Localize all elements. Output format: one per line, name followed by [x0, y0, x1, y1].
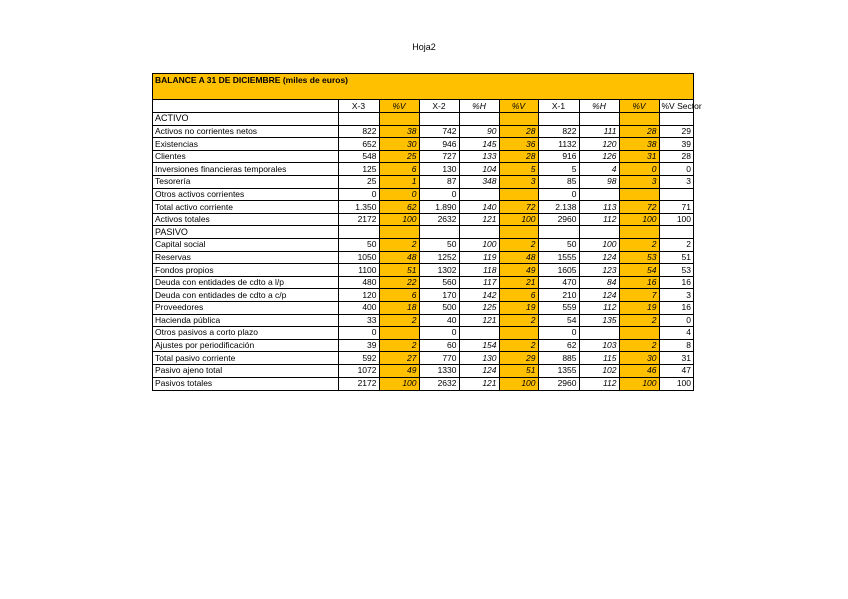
table-cell: 5	[499, 163, 538, 176]
table-cell: 4	[686, 327, 691, 338]
table-cell: 111	[579, 125, 619, 138]
table-cell: 102	[579, 364, 619, 377]
table-cell: 72	[499, 201, 538, 214]
table-row	[153, 327, 693, 340]
table-cell: 124	[579, 289, 619, 302]
table-cell: 7	[619, 289, 659, 302]
table-row	[153, 289, 693, 302]
table-cell: 100	[379, 377, 419, 390]
table-cell: 2960	[538, 213, 579, 226]
table-cell: 1252	[419, 251, 459, 264]
table-cell: 135	[579, 314, 619, 327]
section-row	[153, 226, 693, 239]
table-row	[153, 251, 693, 264]
row-label: Total pasivo corriente	[153, 352, 338, 365]
header-row	[153, 100, 693, 113]
table-cell	[379, 327, 419, 340]
column-header: %V	[619, 100, 659, 113]
table-cell: 2632	[419, 213, 459, 226]
table-cell: 0	[538, 188, 579, 201]
table-cell: 0	[419, 188, 459, 201]
table-cell: 33	[338, 314, 379, 327]
table-row	[153, 138, 693, 151]
table-cell: 2	[379, 239, 419, 252]
table-cell: 100	[379, 213, 419, 226]
row-label: Existencias	[153, 138, 338, 151]
table-cell: 3	[686, 289, 691, 300]
table-cell: 170	[419, 289, 459, 302]
table-cell: 100	[579, 239, 619, 252]
row-label: Ajustes por periodificación	[153, 339, 338, 352]
table-row	[153, 163, 693, 176]
table-cell: 130	[459, 352, 499, 365]
table-cell: 126	[579, 150, 619, 163]
table-row	[153, 264, 693, 277]
table-cell: 0	[538, 327, 579, 340]
section-row	[153, 113, 693, 126]
table-row	[153, 201, 693, 214]
table-cell: 2960	[538, 377, 579, 390]
empty-cell	[499, 113, 538, 126]
table-cell: 100	[459, 239, 499, 252]
table-cell: 1132	[538, 138, 579, 151]
table-cell: 60	[419, 339, 459, 352]
table-cell: 3	[499, 176, 538, 189]
empty-cell	[419, 226, 459, 239]
table-cell: 100	[619, 213, 659, 226]
empty-cell	[419, 113, 459, 126]
table-cell: 19	[499, 302, 538, 315]
table-cell: 49	[499, 264, 538, 277]
table-cell: 548	[338, 150, 379, 163]
table-cell: 31	[681, 352, 691, 363]
table-cell: 6	[379, 163, 419, 176]
table-cell: 559	[538, 302, 579, 315]
table-cell: 2	[499, 339, 538, 352]
table-cell	[499, 188, 538, 201]
row-label: Activos totales	[153, 213, 338, 226]
table-cell: 0	[686, 163, 691, 174]
table-cell: 49	[379, 364, 419, 377]
table-cell: 28	[619, 125, 659, 138]
table-cell: 916	[538, 150, 579, 163]
table-cell: 2	[619, 239, 659, 252]
table-cell: 39	[681, 138, 691, 149]
table-cell: 470	[538, 276, 579, 289]
table-cell: 62	[538, 339, 579, 352]
column-header: %V	[499, 100, 538, 113]
table-cell: 1302	[419, 264, 459, 277]
table-cell: 125	[338, 163, 379, 176]
column-header: %V	[379, 100, 419, 113]
table-cell: 100	[676, 378, 691, 389]
table-cell: 100	[499, 213, 538, 226]
table-cell: 0	[338, 327, 379, 340]
table-cell: 2	[379, 339, 419, 352]
table-cell: 100	[619, 377, 659, 390]
table-cell: 652	[338, 138, 379, 151]
table-cell: 2	[499, 239, 538, 252]
table-cell: 38	[379, 125, 419, 138]
table-cell: 145	[459, 138, 499, 151]
empty-cell	[338, 113, 379, 126]
table-cell	[579, 188, 619, 201]
column-header	[153, 100, 338, 113]
section-label: PASIVO	[153, 226, 338, 239]
column-header: %H	[579, 100, 619, 113]
table-cell: 4	[579, 163, 619, 176]
table-cell: 742	[419, 125, 459, 138]
table-cell: 2	[619, 339, 659, 352]
table-cell: 62	[379, 201, 419, 214]
table-cell: 2	[686, 239, 691, 250]
table-cell: 3	[686, 176, 691, 187]
table-cell: 8	[686, 340, 691, 351]
row-label: Clientes	[153, 150, 338, 163]
row-label: Proveedores	[153, 302, 338, 315]
table-cell: 3	[619, 176, 659, 189]
table-cell: 54	[619, 264, 659, 277]
table-cell: 28	[681, 151, 691, 162]
table-cell: 2172	[338, 213, 379, 226]
table-row	[153, 276, 693, 289]
table-row	[153, 352, 693, 365]
table-cell: 87	[419, 176, 459, 189]
table-cell: 121	[459, 377, 499, 390]
table-cell: 121	[459, 314, 499, 327]
empty-cell	[619, 113, 659, 126]
table-cell: 18	[379, 302, 419, 315]
table-cell: 51	[499, 364, 538, 377]
row-label: Pasivos totales	[153, 377, 338, 390]
table-cell: 48	[499, 251, 538, 264]
table-cell: 100	[676, 214, 691, 225]
table-cell: 47	[681, 365, 691, 376]
table-cell: 1100	[338, 264, 379, 277]
table-cell: 48	[379, 251, 419, 264]
row-label: Hacienda pública	[153, 314, 338, 327]
table-cell: 130	[419, 163, 459, 176]
table-cell	[659, 188, 693, 201]
table-cell: 121	[459, 213, 499, 226]
table-cell: 28	[499, 125, 538, 138]
table-cell: 1	[379, 176, 419, 189]
column-header: %V Sector	[661, 100, 702, 111]
table-cell	[579, 327, 619, 340]
table-cell: 53	[681, 264, 691, 275]
row-label: Activos no corrientes netos	[153, 125, 338, 138]
table-cell: 5	[538, 163, 579, 176]
row-label: Pasivo ajeno total	[153, 364, 338, 377]
table-cell: 71	[681, 201, 691, 212]
table-cell: 40	[419, 314, 459, 327]
table-cell: 946	[419, 138, 459, 151]
table-cell: 2	[619, 314, 659, 327]
table-cell: 19	[619, 302, 659, 315]
table-cell: 72	[619, 201, 659, 214]
empty-cell	[538, 113, 579, 126]
table-cell: 16	[681, 277, 691, 288]
table-cell: 22	[379, 276, 419, 289]
table-cell: 85	[538, 176, 579, 189]
table-cell: 51	[681, 251, 691, 262]
table-cell: 112	[579, 302, 619, 315]
table-cell: 36	[499, 138, 538, 151]
row-label: Deuda con entidades de cdto a c/p	[153, 289, 338, 302]
table-cell: 480	[338, 276, 379, 289]
table-cell	[619, 327, 659, 340]
table-cell: 1555	[538, 251, 579, 264]
table-cell: 21	[499, 276, 538, 289]
table-cell: 16	[681, 302, 691, 313]
table-row	[153, 188, 693, 201]
table-cell: 112	[579, 213, 619, 226]
sheet-title: Hoja2	[412, 42, 436, 52]
table-cell: 100	[499, 377, 538, 390]
table-cell: 0	[419, 327, 459, 340]
table-cell: 133	[459, 150, 499, 163]
table-row	[153, 377, 693, 390]
table-cell	[459, 327, 499, 340]
table-cell: 348	[459, 176, 499, 189]
table-cell: 27	[379, 352, 419, 365]
table-cell: 1355	[538, 364, 579, 377]
table-cell: 118	[459, 264, 499, 277]
empty-cell	[579, 113, 619, 126]
table-cell: 6	[499, 289, 538, 302]
empty-cell	[579, 226, 619, 239]
table-cell: 50	[419, 239, 459, 252]
empty-cell	[379, 113, 419, 126]
table-cell: 500	[419, 302, 459, 315]
table-cell: 1.350	[338, 201, 379, 214]
table-cell: 2.138	[538, 201, 579, 214]
table-cell: 120	[579, 138, 619, 151]
table-row	[153, 150, 693, 163]
empty-cell	[379, 226, 419, 239]
table-cell: 124	[459, 364, 499, 377]
column-header: %H	[459, 100, 499, 113]
table-cell: 140	[459, 201, 499, 214]
table-cell: 0	[338, 188, 379, 201]
table-row	[153, 302, 693, 315]
table-cell: 142	[459, 289, 499, 302]
table-cell: 38	[619, 138, 659, 151]
table-cell: 885	[538, 352, 579, 365]
table-cell: 39	[338, 339, 379, 352]
table-cell: 84	[579, 276, 619, 289]
table-cell: 400	[338, 302, 379, 315]
table-row	[153, 125, 693, 138]
empty-cell	[659, 113, 693, 126]
empty-cell	[499, 226, 538, 239]
table-cell: 50	[338, 239, 379, 252]
table-cell: 727	[419, 150, 459, 163]
table-cell: 46	[619, 364, 659, 377]
table-cell: 123	[579, 264, 619, 277]
table-row	[153, 364, 693, 377]
table-cell: 0	[379, 188, 419, 201]
table-cell: 90	[459, 125, 499, 138]
empty-cell	[459, 226, 499, 239]
table-cell: 50	[538, 239, 579, 252]
row-label: Tesorería	[153, 176, 338, 189]
table-cell: 29	[499, 352, 538, 365]
table-cell: 1050	[338, 251, 379, 264]
row-label: Deuda con entidades de cdto a l/p	[153, 276, 338, 289]
column-header: X-3	[338, 100, 379, 113]
table-cell: 29	[681, 125, 691, 136]
table-cell: 31	[619, 150, 659, 163]
table-cell: 30	[379, 138, 419, 151]
balance-table	[153, 100, 702, 390]
table-row	[153, 239, 693, 252]
table-cell: 117	[459, 276, 499, 289]
table-cell: 54	[538, 314, 579, 327]
table-row	[153, 314, 693, 327]
empty-cell	[459, 113, 499, 126]
column-header: X-2	[419, 100, 459, 113]
table-cell: 98	[579, 176, 619, 189]
column-header: X-1	[538, 100, 579, 113]
table-cell: 103	[579, 339, 619, 352]
table-cell: 770	[419, 352, 459, 365]
table-cell: 6	[379, 289, 419, 302]
empty-cell	[619, 226, 659, 239]
table-row	[153, 176, 693, 189]
table-cell: 154	[459, 339, 499, 352]
table-cell: 210	[538, 289, 579, 302]
table-cell	[459, 188, 499, 201]
row-label: Capital social	[153, 239, 338, 252]
table-cell: 1072	[338, 364, 379, 377]
table-cell: 113	[579, 201, 619, 214]
table-cell: 104	[459, 163, 499, 176]
table-cell: 2172	[338, 377, 379, 390]
table-cell: 51	[379, 264, 419, 277]
table-cell: 112	[579, 377, 619, 390]
empty-cell	[538, 226, 579, 239]
table-cell: 115	[579, 352, 619, 365]
table-cell: 28	[499, 150, 538, 163]
table-cell: 822	[538, 125, 579, 138]
row-label: Inversiones financieras temporales	[153, 163, 338, 176]
table-cell: 119	[459, 251, 499, 264]
table-cell: 1330	[419, 364, 459, 377]
table-cell: 1.890	[419, 201, 459, 214]
table-cell: 125	[459, 302, 499, 315]
table-cell: 120	[338, 289, 379, 302]
row-label: Reservas	[153, 251, 338, 264]
table-cell: 592	[338, 352, 379, 365]
table-cell: 16	[619, 276, 659, 289]
table-row	[153, 339, 693, 352]
empty-cell	[338, 226, 379, 239]
empty-cell	[659, 226, 693, 239]
table-cell: 2632	[419, 377, 459, 390]
table-cell: 124	[579, 251, 619, 264]
table-cell	[499, 327, 538, 340]
row-label: Otros activos corrientes	[153, 188, 338, 201]
row-label: Total activo corriente	[153, 201, 338, 214]
table-row	[153, 213, 693, 226]
table-cell: 0	[686, 314, 691, 325]
section-label: ACTIVO	[153, 113, 338, 126]
table-cell: 25	[379, 150, 419, 163]
table-cell: 30	[619, 352, 659, 365]
table-cell: 2	[499, 314, 538, 327]
table-cell: 822	[338, 125, 379, 138]
table-cell	[619, 188, 659, 201]
table-cell: 1605	[538, 264, 579, 277]
table-cell: 560	[419, 276, 459, 289]
table-cell: 25	[338, 176, 379, 189]
balance-table-container	[152, 73, 702, 391]
table-cell: 53	[619, 251, 659, 264]
table-cell: 0	[619, 163, 659, 176]
row-label: Otros pasivos a corto plazo	[153, 327, 338, 340]
table-banner: BALANCE A 31 DE DICIEMBRE (miles de euros)	[153, 74, 693, 100]
row-label: Fondos propios	[153, 264, 338, 277]
table-cell: 2	[379, 314, 419, 327]
